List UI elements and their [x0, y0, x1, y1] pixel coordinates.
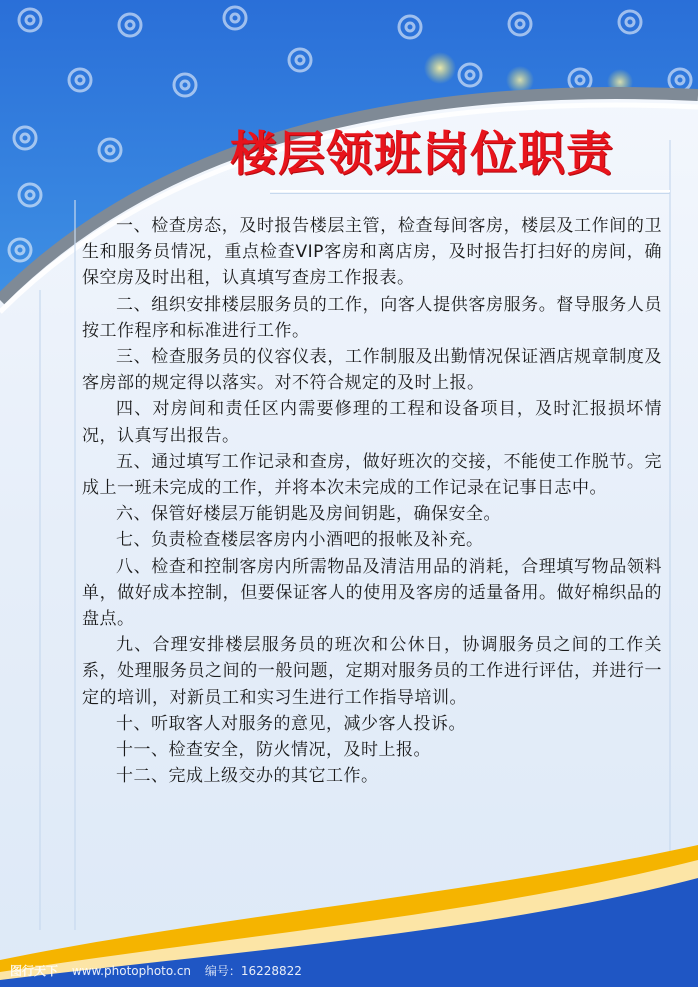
watermark-id: 编号：16228822	[204, 964, 302, 978]
watermark	[10, 962, 312, 979]
duty-item: 九、合理安排楼层服务员的班次和公休日，协调服务员之间的工作关系，处理服务员之间的一般问题，定期对服务员的工作进行评估，并进行一定的培训，对新员工和实习生进行工作指导培训。	[82, 635, 662, 708]
watermark-site: 图行天下	[10, 964, 59, 978]
duty-item: 六、保管好楼层万能钥匙及房间钥匙，确保安全。	[116, 504, 501, 525]
duty-item: 五、通过填写工作记录和查房，做好班次的交接，不能使工作脱节。完成上一班未完成的工作，并将本次未完成的工作记录在记事日志中。	[82, 451, 662, 499]
duty-item: 十二、完成上级交办的其它工作。	[116, 766, 379, 787]
duty-item: 十一、检查安全，防火情况，及时上报。	[116, 740, 431, 761]
duty-item: 三、检查服务员的仪容仪表，工作制服及出勤情况保证酒店规章制度及客房部的规定得以落实。对不符合规定的及时上报。	[82, 347, 662, 394]
duty-item: 二、组织安排楼层服务员的工作，向客人提供客房服务。督导服务人员按工作程序和标准进行工作。	[82, 294, 662, 341]
duty-list	[82, 213, 662, 789]
duty-item: 八、检查和控制客房内所需物品及清洁用品的消耗，合理填写物品领料单，做好成本控制，但要保证客人的使用及客房的适量备用。做好棉织品的盘点。	[82, 556, 662, 630]
poster-title: 楼层领班岗位职责	[230, 127, 614, 182]
duty-item: 十、听取客人对服务的意见，减少客人投诉。	[116, 713, 466, 734]
duty-item: 四、对房间和责任区内需要修理的工程和设备项目，及时汇报损坏情况，认真写出报告。	[82, 399, 662, 446]
watermark-url: www.photophoto.cn	[71, 964, 192, 978]
duty-item: 七、负责检查楼层客房内小酒吧的报帐及补充。	[116, 530, 484, 551]
duty-item: 一、检查房态，及时报告楼层主管，检查每间客房，楼层及工作间的卫生和服务员情况，重点检查VIP客房和离店房，及时报告打扫好的房间，确保空房及时出租，认真填写查房工作报表。	[82, 216, 662, 289]
